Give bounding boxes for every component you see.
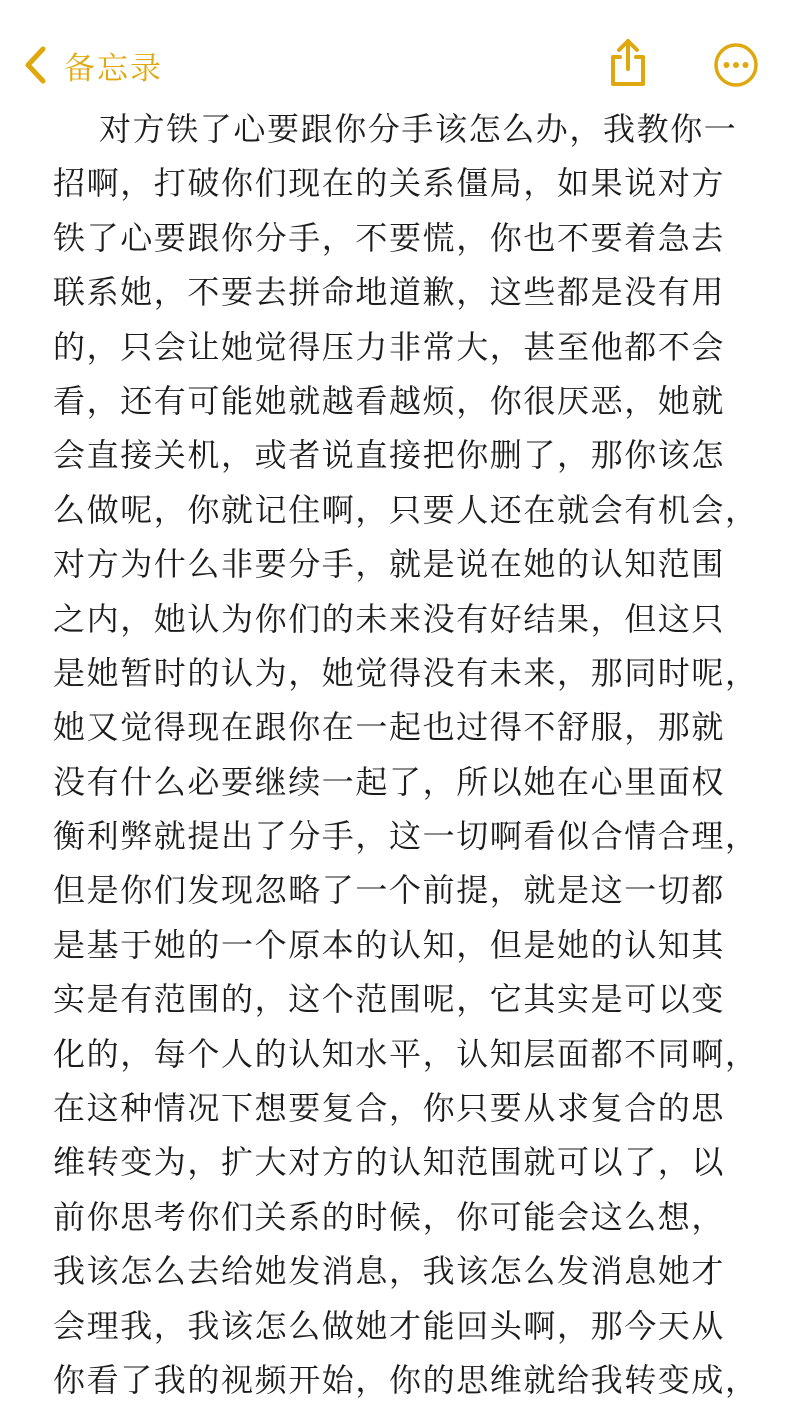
note-line: 维转变为，扩大对方的认知范围就可以了，以: [53, 1143, 726, 1182]
note-line: 但是你们发现忽略了一个前提，就是这一切都: [53, 871, 726, 910]
note-line: 衡利弊就提出了分手，这一切啊看似合情合理，: [53, 817, 759, 856]
note-line: 是基于她的一个原本的认知，但是她的认知其: [53, 925, 726, 964]
note-line: 在这种情况下想要复合，你只要从求复合的思: [53, 1089, 726, 1128]
note-line: 联系她，不要去拼命地道歉，这些都是没有用: [53, 273, 726, 312]
note-line: 你看了我的视频开始，你的思维就给我转变成，: [53, 1360, 759, 1399]
note-line: 之内，她认为你们的未来没有好结果，但这只: [53, 599, 726, 638]
back-button[interactable]: [22, 40, 163, 90]
note-line: 会理我，我该怎么做她才能回头啊，那今天从: [53, 1306, 726, 1345]
note-line: 是她暂时的认为，她觉得没有未来，那同时呢，: [53, 653, 759, 692]
note-line: 看，还有可能她就越看越烦，你很厌恶，她就: [53, 381, 726, 420]
note-line: 我该怎么去给她发消息，我该怎么发消息她才: [53, 1252, 726, 1291]
chevron-left-icon: [22, 45, 48, 85]
note-line: 招啊，打破你们现在的关系僵局，如果说对方: [53, 164, 726, 203]
note-line: 化的，每个人的认知水平，认知层面都不同啊，: [53, 1034, 759, 1073]
note-line: 么做呢，你就记住啊，只要人还在就会有机会，: [53, 490, 759, 529]
note-line: 她又觉得现在跟你在一起也过得不舒服，那就: [53, 708, 726, 747]
note-line: 没有什么必要继续一起了，所以她在心里面权: [53, 762, 726, 801]
note-line: 对方铁了心要跟你分手该怎么办，我教你一: [99, 110, 738, 148]
note-body[interactable]: [53, 102, 759, 1407]
note-line: 的，只会让她觉得压力非常大，甚至他都不会: [53, 327, 726, 366]
note-line: 实是有范围的，这个范围呢，它其实是可以变: [53, 980, 726, 1019]
note-line: 会直接关机，或者说直接把你删了，那你该怎: [53, 436, 726, 475]
note-line: 铁了心要跟你分手，不要慌，你也不要着急去: [53, 218, 726, 257]
share-icon[interactable]: [604, 36, 652, 90]
back-button-label: 备忘录: [64, 50, 163, 87]
note-line: 前你思考你们关系的时候，你可能会这么想，: [53, 1197, 726, 1236]
more-ellipsis-icon[interactable]: [713, 42, 759, 88]
navigation-bar: [0, 0, 800, 110]
note-line: 对方为什么非要分手，就是说在她的认知范围: [53, 545, 726, 584]
